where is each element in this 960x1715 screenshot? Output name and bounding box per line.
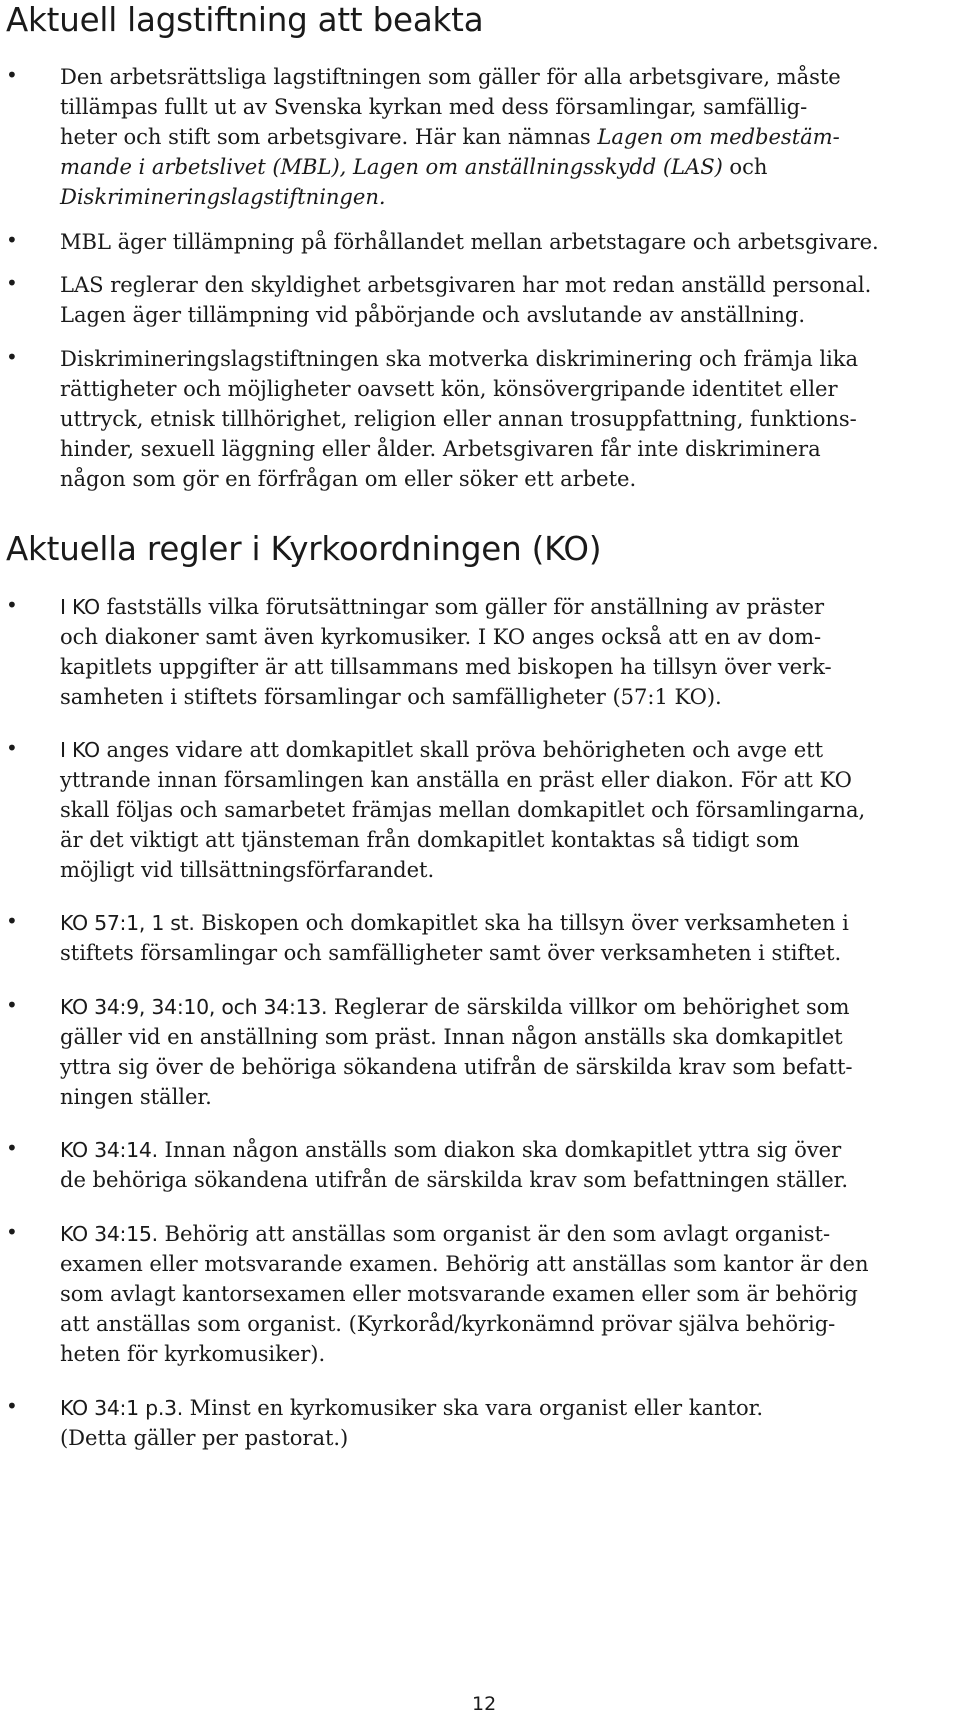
text-segment: någon som gör en förfrågan om eller söker ett arbete.	[60, 466, 637, 491]
text-segment: och	[722, 154, 768, 179]
text-line	[60, 1337, 325, 1370]
text-segment: samheten i stiftets församlingar och samfälligheter (57:1 KO).	[60, 684, 722, 709]
section-heading-legislation: Aktuell lagstiftning att beakta	[6, 1, 484, 39]
text-segment: MBL äger tillämpning på förhållandet mellan arbetstagare och arbetsgivare.	[60, 229, 879, 254]
text-line	[60, 1050, 852, 1083]
text-line	[60, 1020, 843, 1053]
law-name: Diskrimineringslagstiftningen.	[60, 184, 386, 209]
text-line	[60, 650, 832, 683]
text-segment: yttra sig över de behöriga sökandena utifrån de särskilda krav som befatt-	[60, 1054, 853, 1079]
text-segment: yttrande innan församlingen kan anställa en präst eller diakon. För att KO	[60, 767, 852, 792]
text-line	[60, 1080, 212, 1113]
text-segment: uttryck, etnisk tillhörighet, religion eller annan trosuppfattning, funktions-	[60, 406, 857, 431]
text-line	[60, 990, 849, 1024]
text-segment: heter och stift som arbetsgivare. Här kan nämnas	[60, 124, 598, 149]
bullet-icon: •	[6, 1220, 18, 1244]
text-line	[60, 590, 824, 624]
ko-reference: I KO	[60, 595, 100, 619]
text-segment: fastställs vilka förutsättningar som gäller för anställning av präster	[99, 594, 825, 619]
bullet-icon: •	[6, 993, 18, 1017]
bullet-icon: •	[6, 345, 18, 369]
text-segment: Innan någon anställs som diakon ska domkapitlet yttra sig över	[157, 1137, 842, 1162]
text-line	[60, 1163, 848, 1196]
text-segment: examen eller motsvarande examen. Behörig att anställas som kantor är den	[60, 1251, 869, 1276]
text-line	[60, 620, 821, 653]
text-segment: tillämpas fullt ut av Svenska kyrkan med dess församlingar, samfällig-	[60, 94, 808, 119]
text-line	[60, 298, 805, 331]
text-segment: som avlagt kantorsexamen eller motsvarande examen eller som är behörig	[60, 1281, 858, 1306]
text-segment: heten för kyrkomusiker).	[60, 1341, 326, 1366]
text-line	[60, 733, 823, 767]
text-line	[60, 1277, 858, 1310]
text-line	[60, 906, 849, 940]
text-line	[60, 372, 838, 405]
bullet-icon: •	[6, 1136, 18, 1160]
text-line	[60, 936, 841, 969]
text-line	[60, 225, 879, 258]
bullet-icon: •	[6, 736, 18, 760]
ko-reference: KO 57:1, 1 st.	[60, 911, 195, 935]
text-line	[60, 268, 871, 301]
text-segment: Diskrimineringslagstiftningen ska motverka diskriminering och främja lika	[60, 346, 859, 371]
text-line	[60, 793, 865, 826]
text-line	[60, 180, 386, 213]
text-line	[60, 680, 722, 713]
text-segment: möjligt vid tillsättningsförfarandet.	[60, 857, 435, 882]
text-segment: (Detta gäller per pastorat.)	[60, 1425, 349, 1450]
text-line	[60, 462, 636, 495]
bullet-icon: •	[6, 271, 18, 295]
text-line	[60, 1217, 830, 1251]
section-heading-church-order: Aktuella regler i Kyrkoordningen (KO)	[6, 530, 602, 568]
text-line	[60, 402, 857, 435]
text-line	[60, 150, 767, 183]
ko-reference: KO 34:1 p.3.	[60, 1396, 184, 1420]
text-segment: gäller vid en anställning som präst. Innan någon anställs ska domkapitlet	[60, 1024, 843, 1049]
text-line	[60, 342, 858, 375]
text-segment: Lagen äger tillämpning vid påbörjande och avslutande av anställning.	[60, 302, 805, 327]
text-segment: Biskopen och domkapitlet ska ha tillsyn över verksamheten i	[194, 910, 849, 935]
text-line	[60, 1133, 841, 1167]
text-segment: anges vidare att domkapitlet skall pröva behörigheten och avge ett	[99, 737, 824, 762]
text-line	[60, 1247, 869, 1280]
ko-reference: I KO	[60, 738, 100, 762]
text-line	[60, 1421, 348, 1454]
text-line	[60, 432, 821, 465]
ko-reference: KO 34:9, 34:10, och 34:13.	[60, 995, 328, 1019]
text-segment: de behöriga sökandena utifrån de särskilda krav som befattningen ställer.	[60, 1167, 849, 1192]
text-line	[60, 90, 807, 123]
text-segment: skall följas och samarbetet främjas mellan domkapitlet och församlingarna,	[60, 797, 866, 822]
law-name: Lagen om medbestäm-	[597, 124, 840, 149]
text-line	[60, 853, 434, 886]
text-segment: Behörig att anställas som organist är den som avlagt organist-	[157, 1221, 831, 1246]
text-segment: rättigheter och möjligheter oavsett kön, könsövergripande identitet eller	[60, 376, 838, 401]
text-line	[60, 1391, 763, 1425]
text-segment: stiftets församlingar och samfälligheter samt över verksamheten i stiftet.	[60, 940, 842, 965]
text-segment: och diakoner samt även kyrkomusiker. I KO anges också att en av dom-	[60, 624, 822, 649]
text-line	[60, 120, 840, 153]
text-segment: att anställas som organist. (Kyrkoråd/kyrkonämnd prövar själva behörig-	[60, 1311, 836, 1336]
bullet-icon: •	[6, 63, 18, 87]
text-segment: är det viktigt att tjänsteman från domkapitlet kontaktas så tidigt som	[60, 827, 800, 852]
text-segment: ningen ställer.	[60, 1084, 212, 1109]
page-number: 12	[472, 1693, 497, 1715]
text-line	[60, 60, 841, 93]
text-segment: Den arbetsrättsliga lagstiftningen som gäller för alla arbetsgivare, måste	[60, 64, 841, 89]
text-segment: hinder, sexuell läggning eller ålder. Arbetsgivaren får inte diskriminera	[60, 436, 821, 461]
text-line	[60, 763, 852, 796]
ko-reference: KO 34:15.	[60, 1222, 158, 1246]
text-line	[60, 823, 799, 856]
text-segment: LAS reglerar den skyldighet arbetsgivaren har mot redan anställd personal.	[60, 272, 872, 297]
text-segment: Reglerar de särskilda villkor om behörighet som	[327, 994, 850, 1019]
bullet-icon: •	[6, 1394, 18, 1418]
bullet-icon: •	[6, 593, 18, 617]
text-segment: kapitlets uppgifter är att tillsammans med biskopen ha tillsyn över verk-	[60, 654, 832, 679]
bullet-icon: •	[6, 909, 18, 933]
text-segment: Minst en kyrkomusiker ska vara organist eller kantor.	[183, 1395, 763, 1420]
law-name: mande i arbetslivet (MBL), Lagen om anställningsskydd (LAS)	[60, 154, 723, 179]
ko-reference: KO 34:14.	[60, 1138, 158, 1162]
text-line	[60, 1307, 835, 1340]
bullet-icon: •	[6, 228, 18, 252]
